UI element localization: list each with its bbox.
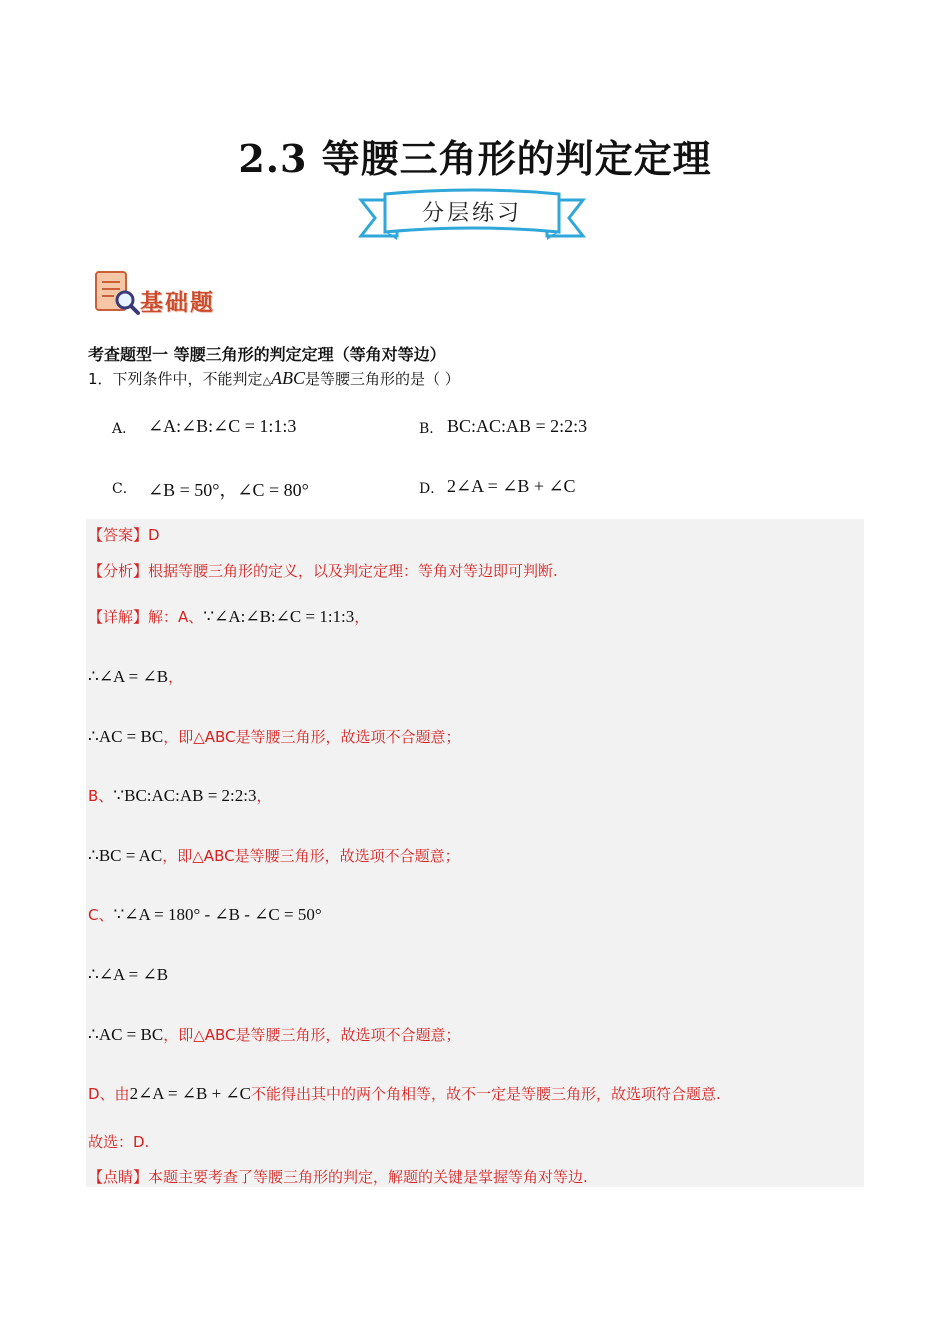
ribbon-label: 分层练习 bbox=[421, 201, 522, 226]
detail-line-9 bbox=[88, 1083, 721, 1104]
detail-pre: B、 bbox=[88, 787, 114, 805]
detail-math: ∵∠A = 180° - ∠B - ∠C = 50° bbox=[113, 905, 322, 924]
detail-math: ∵∠A:∠B:∠C = 1:1:3 bbox=[203, 607, 355, 626]
conclusion-line: 故选：D. bbox=[88, 1133, 150, 1151]
detail-post: ， bbox=[256, 787, 272, 805]
document-search-icon bbox=[92, 270, 142, 316]
detail-math: ∴∠A = ∠B bbox=[88, 965, 169, 984]
detail-pre: D、由 bbox=[88, 1085, 130, 1103]
detail-line-1 bbox=[88, 606, 369, 627]
badge-label: 基础题 bbox=[140, 289, 215, 316]
option-c-text: ∠B = 50°，∠C = 80° bbox=[148, 480, 309, 500]
detail-tag: 【详解】 bbox=[88, 608, 149, 626]
analysis-tag: 【分析】 bbox=[88, 562, 149, 580]
detail-math: ∴AC = BC bbox=[88, 1025, 164, 1044]
option-letter: C． bbox=[112, 481, 137, 497]
detail-pre: 解：A、 bbox=[148, 608, 204, 626]
answer-tag: 【答案】 bbox=[88, 526, 149, 544]
option-letter: D． bbox=[419, 481, 445, 497]
option-a-text: ∠A:∠B:∠C = 1:1:3 bbox=[148, 416, 297, 436]
detail-line-4 bbox=[88, 785, 272, 806]
detail-math: 2∠A = ∠B + ∠C bbox=[129, 1084, 251, 1103]
detail-post: ，即△ABC是等腰三角形，故选项不合题意； bbox=[163, 728, 461, 746]
detail-math: ∴∠A = ∠B bbox=[88, 667, 169, 686]
detail-line-7 bbox=[88, 965, 168, 985]
detail-math: ∴AC = BC bbox=[88, 727, 164, 746]
page-title: 2.3 等腰三角形的判定定理 bbox=[238, 136, 712, 181]
answer-line bbox=[88, 524, 160, 545]
triangle-name: ABC bbox=[271, 368, 306, 388]
detail-post: ， bbox=[168, 668, 184, 686]
option-b-text: BC:AC:AB = 2:2:3 bbox=[447, 416, 588, 436]
comment-tag: 【点睛】 bbox=[88, 1168, 149, 1186]
detail-math: ∵BC:AC:AB = 2:2:3 bbox=[113, 786, 257, 805]
option-c[interactable] bbox=[112, 478, 137, 498]
detail-line-5 bbox=[88, 845, 460, 866]
answer-value: D bbox=[148, 526, 160, 544]
section-heading: 考查题型一 等腰三角形的判定定理（等角对等边） bbox=[88, 345, 446, 364]
detail-pre: C、 bbox=[88, 906, 114, 924]
analysis-text: 根据等腰三角形的定义，以及判定定理：等角对等边即可判断. bbox=[148, 562, 558, 580]
comment-line bbox=[88, 1166, 588, 1187]
detail-line-3 bbox=[88, 726, 461, 747]
option-b[interactable] bbox=[419, 418, 443, 438]
detail-post: ，即△ABC是等腰三角形，故选项不合题意； bbox=[162, 847, 460, 865]
triangle-symbol: △ bbox=[262, 374, 272, 387]
option-a[interactable] bbox=[112, 418, 136, 438]
detail-post: ，即△ABC是等腰三角形，故选项不合题意； bbox=[163, 1026, 461, 1044]
comment-text: 本题主要考查了等腰三角形的判定，解题的关键是掌握等角对等边. bbox=[148, 1168, 588, 1186]
question-stem bbox=[88, 368, 460, 389]
question-text: 下列条件中，不能判定 bbox=[112, 370, 263, 388]
question-text-end: 是等腰三角形的是（ ） bbox=[305, 370, 460, 388]
detail-line-6 bbox=[88, 904, 322, 925]
option-letter: B． bbox=[419, 421, 444, 437]
detail-line-8 bbox=[88, 1024, 461, 1045]
detail-post: ， bbox=[354, 608, 370, 626]
analysis-line bbox=[88, 560, 558, 581]
detail-math: ∴BC = AC bbox=[88, 846, 163, 865]
option-d[interactable] bbox=[419, 478, 444, 498]
detail-line-2 bbox=[88, 666, 183, 687]
detail-post: 不能得出其中的两个角相等，故不一定是等腰三角形，故选项符合题意. bbox=[251, 1085, 721, 1103]
option-d-text: 2∠A = ∠B + ∠C bbox=[447, 476, 576, 496]
question-number: 1． bbox=[88, 370, 113, 388]
option-letter: A． bbox=[112, 421, 137, 437]
